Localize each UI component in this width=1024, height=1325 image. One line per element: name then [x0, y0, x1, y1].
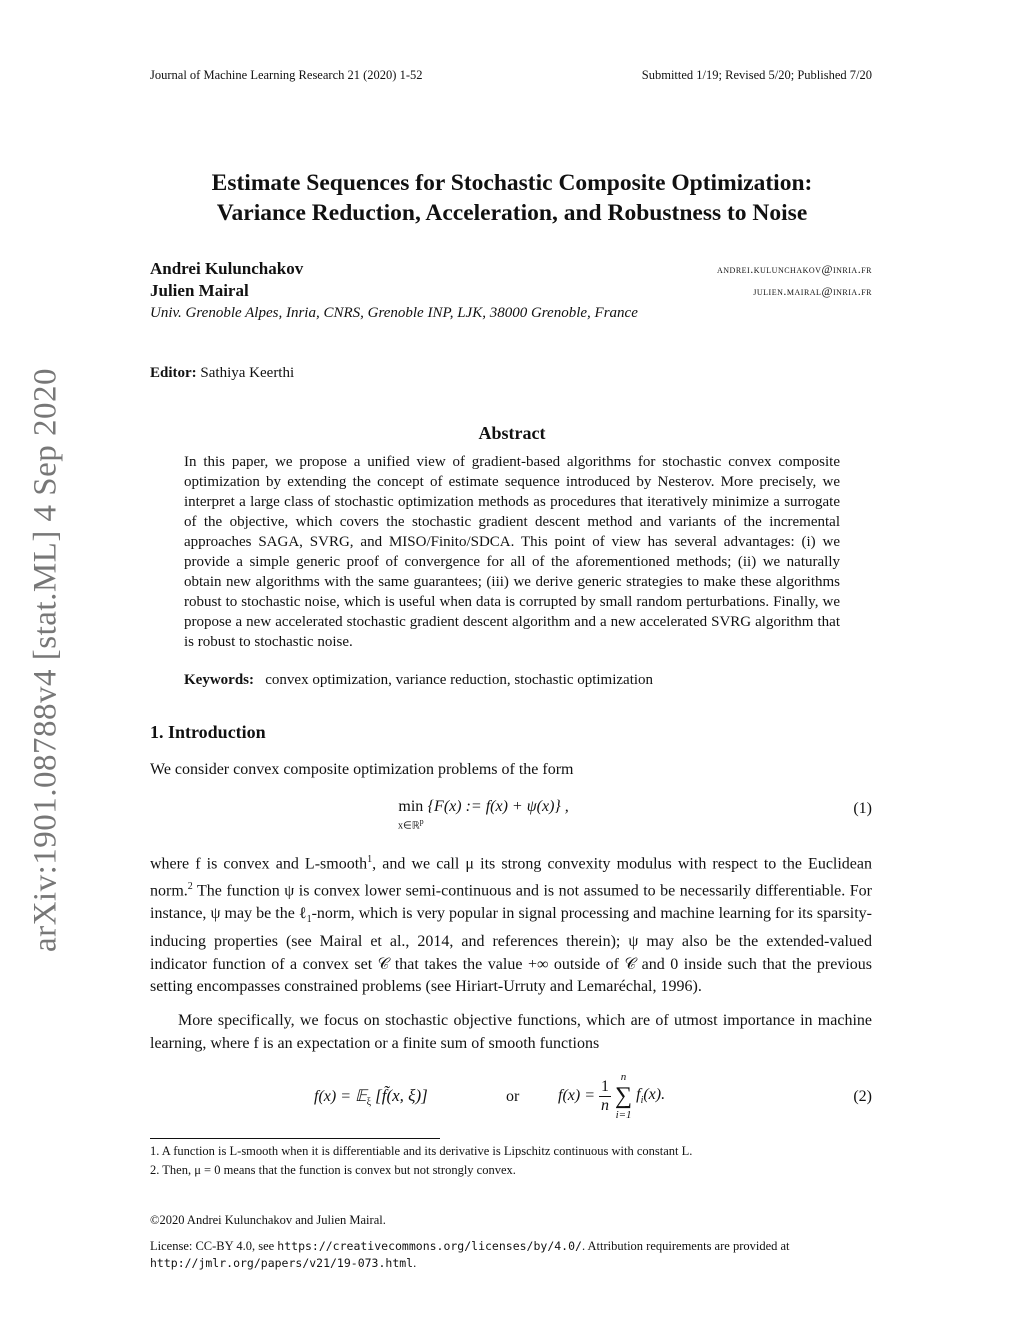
editor-label: Editor: — [150, 365, 197, 381]
abstract-heading: Abstract — [478, 423, 546, 443]
footnote-1: 1. A function is L-smooth when it is differentiable and its derivative is Lipschitz continuous with constant L. — [150, 1144, 693, 1158]
eq1-min: min — [398, 798, 424, 815]
keywords-text: convex optimization, variance reduction, stochastic optimization — [265, 672, 654, 688]
license-url-1[interactable]: https://creativecommons.org/licenses/by/4.0/ — [277, 1239, 582, 1253]
equation-2-right — [558, 1070, 665, 1130]
para1-part-c: The function ψ is convex lower semi-continuous and is not assumed to be necessarily differentiable. For instance, ψ may be the ℓ — [150, 882, 872, 922]
eq2-fraction — [599, 1078, 611, 1115]
eq2-left: f(x) = 𝔼 — [314, 1088, 367, 1105]
intro-paragraph-2: More specifically, we focus on stochastic objective functions, which are of utmost importance in machine learning, where f is an expectation or a finite sum of smooth functions — [150, 1012, 872, 1052]
eq2-sum — [615, 1070, 632, 1122]
paper-title-line1: Estimate Sequences for Stochastic Composite Optimization: — [211, 170, 813, 196]
equation-2-number: (2) — [853, 1088, 872, 1105]
footnote-divider — [150, 1138, 440, 1139]
editor-line — [150, 365, 294, 382]
equation-2-left — [314, 1086, 428, 1108]
para1-part-a: where f is convex and L-smooth — [150, 855, 368, 873]
license-url-2[interactable]: http://jmlr.org/papers/v21/19-073.html — [150, 1256, 414, 1270]
eq2-left-body: [f̃(x, ξ)] — [375, 1086, 428, 1105]
abstract-text: In this paper, we propose a unified view of gradient-based algorithms for stochastic convex composite optimization by extending the concept of estimate sequence introduced by Nesterov. More precisely, we interpret a large class of stochastic optimization methods as procedures that iteratively minimize a surrogate of the objective, which covers the stochastic gradient descent method and variants of the incremental approaches SAGA, SVRG, and MISO/Finito/SDCA. This point of view has several advantages: (i) we provide a simple generic proof of convergence for all of the aforementioned methods; (ii) we naturally obtain new algorithms with the same guarantees; (iii) we derive generic strategies to make these algorithms robust to stochastic noise, which is useful when data is corrupted by small random perturbations. Finally, we propose a new accelerated stochastic gradient descent algorithm and a new accelerated SVRG algorithm that is robust to stochastic noise. — [184, 454, 840, 650]
section-heading-introduction: 1. Introduction — [150, 722, 266, 742]
submission-dates: Submitted 1/19; Revised 5/20; Published 7/20 — [641, 68, 872, 82]
eq2-right-body: f — [636, 1085, 641, 1103]
eq2-or: or — [506, 1088, 520, 1105]
copyright: ©2020 Andrei Kulunchakov and Julien Mairal. — [150, 1213, 386, 1227]
author-name-1: Andrei Kulunchakov — [150, 259, 304, 278]
intro-sentence: We consider convex composite optimization problems of the form — [150, 761, 574, 778]
para1-part-b: , and we call μ its strong convexity modulus with respect to the Euclidean norm. — [150, 855, 873, 900]
footnote-ref-1[interactable]: 1 — [367, 854, 373, 865]
author-email-2[interactable]: julien.mairal@inria.fr — [753, 284, 872, 298]
license-part-c: . — [413, 1256, 417, 1270]
para1-part-d: -norm, which is very popular in signal processing and machine learning for its sparsity-inducing properties (see Mairal et al., 2014, and references therein); ψ may also be the extended-valued indicator function of a convex set 𝒞 that takes the value +∞ outside of 𝒞 and 0 inside such that the previous setting encompasses constrained problems (see Hiriart-Urruty and Lemaréchal, 1996). — [150, 904, 872, 996]
eq2-sum-top: n — [620, 1071, 627, 1083]
ell-subscript: 1 — [306, 913, 312, 925]
footnote-ref-2[interactable]: 2 — [187, 880, 193, 892]
eq2-frac-denominator: n — [601, 1096, 609, 1114]
eq2-frac-numerator: 1 — [601, 1077, 609, 1095]
eq2-right-end: (x). — [643, 1085, 666, 1103]
license-part-a: License: CC-BY 4.0, see — [150, 1239, 278, 1253]
affiliation: Univ. Grenoble Alpes, Inria, CNRS, Grenoble INP, LJK, 38000 Grenoble, France — [150, 305, 638, 321]
author-name-2: Julien Mairal — [150, 281, 249, 300]
eq1-sub-sup: p — [419, 817, 424, 826]
editor-name: Sathiya Keerthi — [200, 365, 295, 381]
equation-1 — [398, 798, 569, 832]
eq1-body: {F(x) := f(x) + ψ(x)} , — [427, 798, 569, 815]
eq2-sum-bottom: i=1 — [615, 1109, 632, 1121]
eq2-left-sub: ξ — [366, 1097, 372, 1109]
keywords-label: Keywords: — [184, 672, 254, 688]
eq1-sub: x∈ℝ — [398, 820, 420, 832]
equation-1-number: (1) — [853, 800, 872, 817]
eq2-right-sub: i — [640, 1095, 644, 1107]
intro-paragraph-1 — [150, 849, 872, 999]
paper-title-line2: Variance Reduction, Acceleration, and Robustness to Noise — [216, 200, 808, 226]
footnote-2: 2. Then, μ = 0 means that the function is convex but not strongly convex. — [150, 1163, 516, 1177]
license-text — [150, 1238, 872, 1272]
journal-header: Journal of Machine Learning Research 21 (2020) 1-52 — [150, 68, 423, 82]
arxiv-id-text: arXiv:1901.08788v4 [stat.ML] 4 Sep 2020 — [27, 367, 64, 953]
license-part-b: . Attribution requirements are provided at — [581, 1239, 790, 1253]
eq2-sum-symbol: ∑ — [615, 1083, 633, 1109]
eq2-right: f(x) = — [558, 1087, 595, 1104]
author-email-1[interactable]: andrei.kulunchakov@inria.fr — [717, 262, 872, 276]
keywords-line — [184, 672, 653, 689]
